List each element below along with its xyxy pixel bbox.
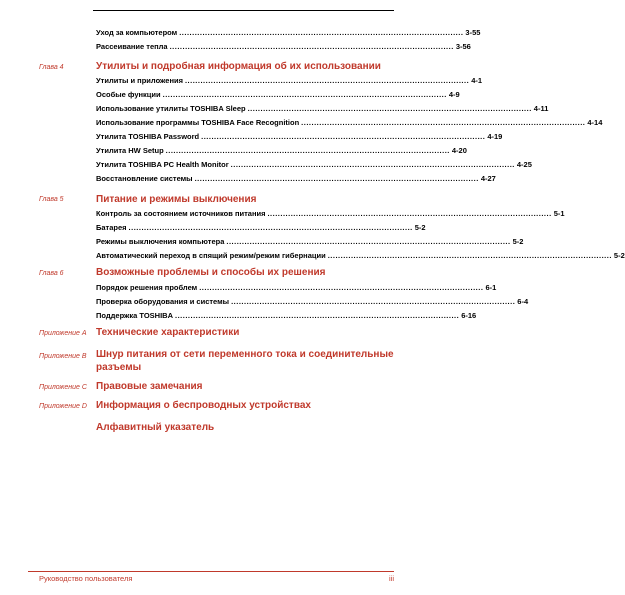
appendix-d-title[interactable]: Информация о беспроводных устройствах <box>96 400 311 411</box>
toc-leader-dots: .............................................................................................................. <box>162 90 447 99</box>
appendix-b-label: Приложение B <box>39 353 87 360</box>
toc-entry[interactable] <box>96 118 603 128</box>
top-rule <box>93 10 394 11</box>
chapter-6-title[interactable]: Возможные проблемы и способы их решения <box>96 267 326 278</box>
toc-entry[interactable] <box>96 174 496 184</box>
toc-leader-dots: .............................................................................................................. <box>199 283 484 292</box>
toc-entry-title: Режимы выключения компьютера <box>96 237 225 246</box>
appendix-b-title[interactable]: Шнур питания от сети переменного тока и соединительные разъемы <box>96 349 394 373</box>
toc-leader-dots: .............................................................................................................. <box>128 223 413 232</box>
toc-entry-title: Утилита TOSHIBA Password <box>96 132 200 141</box>
toc-entry-title: Использование программы TOSHIBA Face Recognition <box>96 118 300 127</box>
toc-leader-dots: .............................................................................................................. <box>267 209 552 218</box>
toc-entry-title: Рассеивание тепла <box>96 42 168 51</box>
toc-entry-page: 5-1 <box>553 209 565 218</box>
toc-entry-page: 4-9 <box>448 90 460 99</box>
toc-entry-title: Утилита TOSHIBA PC Health Monitor <box>96 160 229 169</box>
toc-leader-dots: .............................................................................................................. <box>301 118 586 127</box>
toc-entry-page: 4-1 <box>471 76 483 85</box>
appendix-c-label: Приложение C <box>39 384 87 391</box>
toc-leader-dots: .............................................................................................................. <box>169 42 454 51</box>
toc-entry-title: Использование утилиты TOSHIBA Sleep <box>96 104 246 113</box>
toc-entry-page: 3-55 <box>465 28 481 37</box>
toc-entry-title: Батарея <box>96 223 127 232</box>
toc-entry[interactable] <box>96 237 524 247</box>
toc-entry-title: Утилиты и приложения <box>96 76 183 85</box>
toc-entry[interactable] <box>96 223 426 233</box>
toc-entry-title: Проверка оборудования и системы <box>96 297 230 306</box>
toc-entry[interactable] <box>96 311 477 321</box>
appendix-d-label: Приложение D <box>39 403 87 410</box>
toc-leader-dots: .............................................................................................................. <box>230 160 515 169</box>
toc-leader-dots: .............................................................................................................. <box>165 146 450 155</box>
toc-entry[interactable] <box>96 42 471 52</box>
toc-entry-page: 4-25 <box>516 160 532 169</box>
toc-entry-page: 6-1 <box>485 283 497 292</box>
toc-entry-title: Порядок решения проблем <box>96 283 198 292</box>
toc-leader-dots: .............................................................................................................. <box>175 311 460 320</box>
toc-entry-title: Уход за компьютером <box>96 28 178 37</box>
toc-entry-page: 6-4 <box>517 297 529 306</box>
footer-page-number: iii <box>389 574 394 583</box>
toc-leader-dots: .............................................................................................................. <box>184 76 470 85</box>
toc-entry-title: Восстановление системы <box>96 174 193 183</box>
chapter-6-label: Глава 6 <box>39 270 64 277</box>
toc-entry-page: 4-19 <box>487 132 503 141</box>
toc-entry-page: 5-2 <box>414 223 426 232</box>
toc-entry[interactable] <box>96 90 460 100</box>
toc-leader-dots: .............................................................................................................. <box>327 251 612 260</box>
toc-leader-dots: .............................................................................................................. <box>201 132 486 141</box>
toc-entry-page: 6-16 <box>461 311 477 320</box>
toc-entry-title: Автоматический переход в спящий режим/режим гибернации <box>96 251 326 260</box>
toc-entry-title: Контроль за состоянием источников питания <box>96 209 266 218</box>
toc-entry[interactable] <box>96 297 529 307</box>
toc-entry-title: Утилита HW Setup <box>96 146 164 155</box>
appendix-c-title[interactable]: Правовые замечания <box>96 381 203 392</box>
toc-entry[interactable] <box>96 251 625 261</box>
toc-entry[interactable] <box>96 160 532 170</box>
toc-entry-page: 4-11 <box>533 104 549 113</box>
appendix-a-label: Приложение A <box>39 330 87 337</box>
toc-entry[interactable] <box>96 146 467 156</box>
toc-entry[interactable] <box>96 283 497 293</box>
index-title[interactable]: Алфавитный указатель <box>96 422 215 433</box>
toc-leader-dots: .............................................................................................................. <box>194 174 479 183</box>
toc-entry-page: 4-14 <box>587 118 603 127</box>
chapter-4-title[interactable]: Утилиты и подробная информация об их использовании <box>96 61 381 72</box>
appendix-a-title[interactable]: Технические характеристики <box>96 327 240 338</box>
footer-rule <box>28 571 394 572</box>
toc-entry[interactable] <box>96 104 549 114</box>
chapter-5-label: Глава 5 <box>39 196 64 203</box>
footer-manual-title: Руководство пользователя <box>39 574 133 583</box>
toc-entry-page: 3-56 <box>455 42 471 51</box>
toc-entry-title: Особые функции <box>96 90 161 99</box>
toc-entry-title: Поддержка TOSHIBA <box>96 311 173 320</box>
toc-entry-page: 4-27 <box>480 174 496 183</box>
toc-leader-dots: .............................................................................................................. <box>247 104 532 113</box>
toc-entry-page: 5-2 <box>512 237 524 246</box>
chapter-5-title[interactable]: Питание и режимы выключения <box>96 194 257 205</box>
toc-leader-dots: .............................................................................................................. <box>179 28 464 37</box>
toc-leader-dots: .............................................................................................................. <box>226 237 511 246</box>
toc-entry-page: 4-20 <box>451 146 467 155</box>
toc-leader-dots: .............................................................................................................. <box>231 297 516 306</box>
chapter-4-label: Глава 4 <box>39 64 64 71</box>
toc-entry[interactable] <box>96 76 483 86</box>
toc-entry-page: 5-2 <box>613 251 625 260</box>
toc-entry[interactable] <box>96 209 565 219</box>
toc-entry[interactable] <box>96 132 503 142</box>
toc-entry[interactable] <box>96 28 481 38</box>
